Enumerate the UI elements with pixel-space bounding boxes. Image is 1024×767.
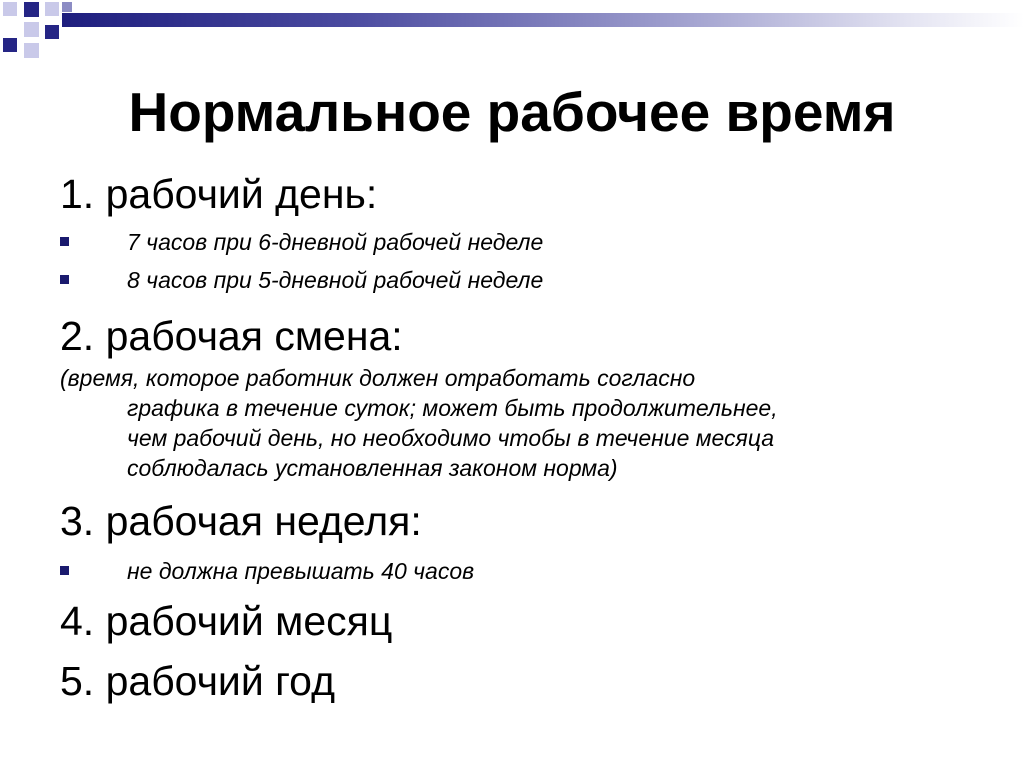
- decor-square: [62, 2, 72, 12]
- shift-note-line: соблюдалась установленная законом норма): [127, 455, 618, 481]
- bullet-square-icon: [60, 566, 69, 575]
- decor-square: [24, 2, 39, 17]
- bullet-text: 7 часов при 6-дневной рабочей неделе: [127, 229, 544, 255]
- item-heading-workyear: 5. рабочий год: [60, 658, 336, 704]
- bullet-text: не должна превышать 40 часов: [127, 558, 475, 584]
- shift-note: [60, 363, 778, 483]
- shift-note-line: (время, которое работник должен отработать согласно: [60, 365, 696, 391]
- slide-title: Нормальное рабочее время: [128, 81, 896, 143]
- bullet-text: 8 часов при 5-дневной рабочей неделе: [127, 267, 544, 293]
- item-heading-workday: 1. рабочий день:: [60, 171, 378, 217]
- item-heading-shift: 2. рабочая смена:: [60, 313, 403, 359]
- bullet-square-icon: [60, 237, 69, 246]
- shift-note-line: графика в течение суток; может быть продолжительнее,: [127, 395, 778, 421]
- decor-square: [45, 25, 59, 39]
- decor-square: [3, 38, 17, 52]
- decor-square: [24, 43, 39, 58]
- item-heading-workmonth: 4. рабочий месяц: [60, 598, 393, 644]
- shift-note-line: чем рабочий день, но необходимо чтобы в течение месяца: [127, 425, 775, 451]
- decor-square: [24, 22, 39, 37]
- bullet-square-icon: [60, 275, 69, 284]
- item-heading-workweek: 3. рабочая неделя:: [60, 498, 422, 544]
- header-gradient-bar: [62, 13, 1024, 27]
- decor-square: [45, 2, 59, 16]
- decor-square: [3, 2, 17, 16]
